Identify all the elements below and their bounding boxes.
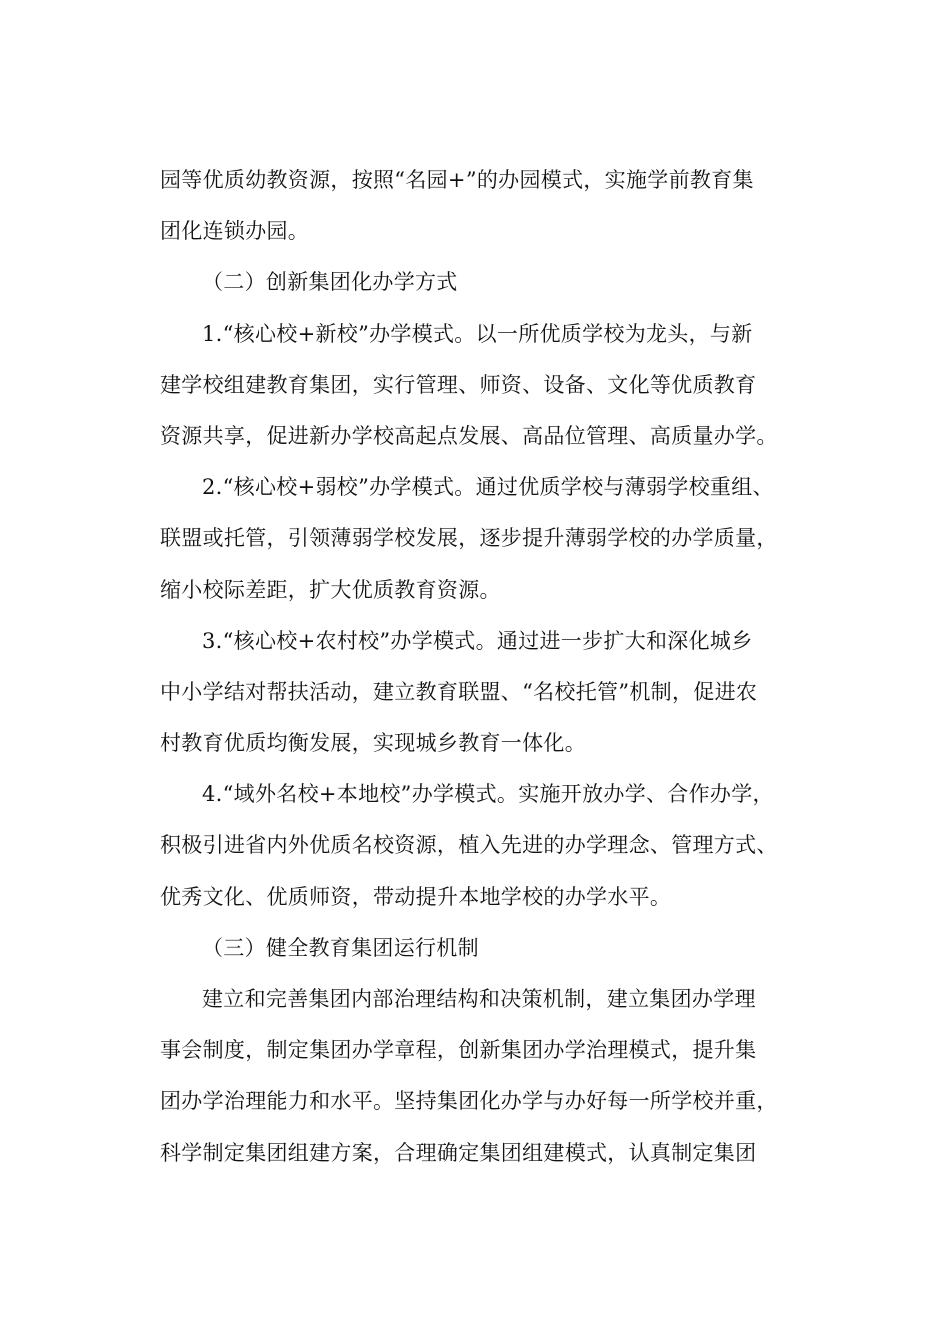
text-line: 2.“核心校+弱校”办学模式。通过优质学校与薄弱学校重组、 [202,475,774,500]
text-line: 中小学结对帮扶活动，建立教育联盟、“名校托管”机制，促进农 [160,679,758,704]
text-line: 积极引进省内外优质名校资源，植入先进的办学理念、管理方式、 [160,833,778,858]
text-line: 村教育优质均衡发展，实现城乡教育一体化。 [160,731,586,756]
text-line: 事会制度，制定集团办学章程，创新集团办学治理模式，提升集 [160,1038,757,1063]
text-line: 优秀文化、优质师资，带动提升本地学校的办学水平。 [160,884,672,909]
list-item-1 [160,309,800,463]
section-heading-3 [160,923,800,974]
text-line: 4.“域外名校+本地校”办学模式。实施开放办学、合作办学， [202,782,774,807]
section-heading-text: （二）创新集团化办学方式 [202,270,458,295]
section-heading-text: （三）健全教育集团运行机制 [202,935,479,960]
text-line: 3.“核心校+农村校”办学模式。通过进一步扩大和深化城乡 [202,628,753,653]
list-item-4 [160,769,800,923]
text-line: 建学校组建教育集团，实行管理、师资、设备、文化等优质教育 [160,372,757,397]
text-line: 科学制定集团组建方案，合理确定集团组建模式，认真制定集团 [160,1140,757,1165]
list-item-3 [160,616,800,770]
list-item-2 [160,462,800,616]
text-line: 资源共享，促进新办学校高起点发展、高品位管理、高质量办学。 [160,423,778,448]
document-page [160,155,800,1179]
paragraph-continuation [160,155,800,257]
text-line: 园等优质幼教资源，按照“名园+”的办园模式，实施学前教育集 [160,168,754,192]
paragraph-governance [160,974,800,1179]
text-line: 团办学治理能力和水平。坚持集团化办学与办好每一所学校并重， [160,1089,778,1114]
text-line: 建立和完善集团内部治理结构和决策机制，建立集团办学理 [202,987,756,1011]
section-heading-2 [160,257,800,308]
text-line: 缩小校际差距，扩大优质教育资源。 [160,577,501,602]
text-line: 1.“核心校+新校”办学模式。以一所优质学校为龙头，与新 [202,321,753,346]
text-line: 团化连锁办园。 [160,219,310,244]
text-line: 联盟或托管，引领薄弱学校发展，逐步提升薄弱学校的办学质量， [160,526,778,551]
